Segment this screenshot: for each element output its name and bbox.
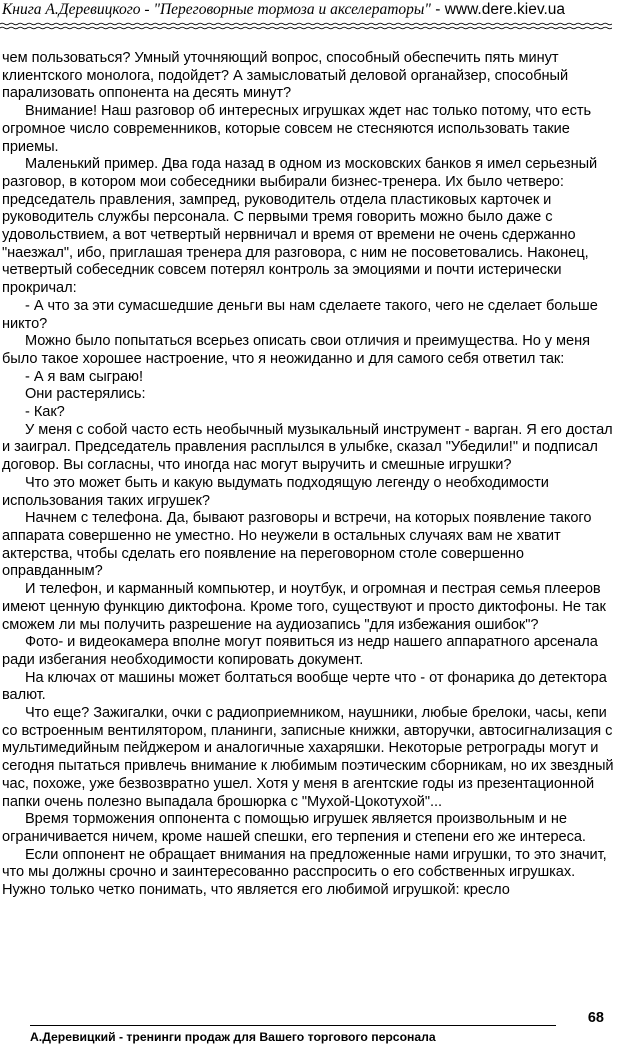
footer-rule <box>30 1025 556 1026</box>
paragraph-7: Они растерялись: <box>25 386 146 403</box>
paragraph-14: На ключах от машины может болтаться вообще черте что - от фонарика до детектора валют. <box>2 669 607 704</box>
paragraph-2: Внимание! Наш разговор об интересных игрушках ждет нас только потому, что есть огромное число современников, которые совсем не стесняются использовать такие приемы. <box>2 103 592 155</box>
header-wave-rule <box>0 21 612 31</box>
page-body <box>2 50 616 900</box>
paragraph-6: - А я вам сыграю! <box>25 368 143 385</box>
paragraph-4: - А что за эти сумасшедшие деньги вы нам сделаете такого, чего не сделает больше никто? <box>2 297 598 332</box>
book-title: Книга А.Деревицкого - "Переговорные тормоза и акселераторы" <box>2 1 431 18</box>
header-separator: - <box>430 1 445 18</box>
footer-text: А.Деревицкий - тренинги продаж для Вашего торгового персонала <box>30 1030 436 1044</box>
paragraph-11: Начнем с телефона. Да, бывают разговоры и встречи, на которых появление такого аппарата совершенно не уместно. Но неужели в остальных случаях вам не хватит актерства, чтобы сделать его появление на переговорном столе совершенно оправданным? <box>2 510 592 580</box>
paragraph-17: Если оппонент не обращает внимания на предложенные нами игрушки, то это значит, что мы должны срочно и заинтересованно расспросить о его собственных игрушках. Нужно только четко понимать, что является его любимой игрушкой: кресло <box>2 846 607 899</box>
paragraph-12: И телефон, и карманный компьютер, и ноутбук, и огромная и пестрая семья плееров имеют ценную функцию диктофона. Кроме того, существуют и просто диктофоны. Не так сможем ли мы получить разрешение на аудиозапись "для избежания ошибок"? <box>2 581 606 633</box>
site-url: www.dere.kiev.ua <box>444 1 566 18</box>
page-number: 68 <box>587 1010 604 1026</box>
page-header <box>0 0 612 40</box>
paragraph-1: чем пользоваться? Умный уточняющий вопрос, способный обеспечить пять минут клиентского монолога, подойдет? А замысловатый деловой органайзер, способный парализовать оппонента на десять минут? <box>2 50 569 102</box>
paragraph-5: Можно было попытаться всерьез описать свои отличия и преимущества. Но у меня было такое хорошее настроение, что я неожиданно и для самого себя ответил так: <box>2 333 590 367</box>
header-line <box>2 1 565 19</box>
paragraph-10: Что это может быть и какую выдумать подходящую легенду о необходимости использования таких игрушек? <box>2 474 549 509</box>
paragraph-8: - Как? <box>25 404 65 421</box>
paragraph-3: Маленький пример. Два года назад в одном из московских банков я имел серьезный разговор, в котором мои собеседники выбирали бизнес-тренера. Их было четверо: председатель правления, зампред, руководитель отдела пластиковых карточек и руководитель службы персонала. С первыми тремя говорить можно было даже с удовольствием, а вот четвертый нервничал и время от времени не очень сдержанно "наезжал", ибо, приглашая тренера для разговора, с ним не посоветовались. Наконец, четвертый собеседник совсем потерял контроль за эмоциями и почти истерически прокричал: <box>2 156 598 297</box>
paragraph-13: Фото- и видеокамера вполне могут появиться из недр нашего аппаратного арсенала ради избегания необходимости копировать документ. <box>2 634 598 668</box>
paragraph-9: У меня с собой часто есть необычный музыкальный инструмент - варган. Я его достал и заиграл. Председатель правления расплылся в улыбке, сказал "Убедили!" и подписал договор. Вы согласны, что иногда нас могут выручить и смешные игрушки? <box>2 421 613 474</box>
paragraph-15: Что еще? Зажигалки, очки с радиоприемником, наушники, любые брелоки, часы, кепи со встроенным вентилятором, планинги, записные книжки, авторучки, автосигнализация с мультимедийным пейджером и аналогичные хахаряшки. Некоторые ретрограды могут и сегодня пытаться привлечь внимание к любимым поэтическим сборникам, но их звездный час, похоже, уже безвозвратно ушел. Хотя у меня в агентские годы из презентационной папки очень полезно выпадала брошюрка с "Мухой-Цокотухой"... <box>2 705 614 810</box>
paragraph-16: Время торможения оппонента с помощью игрушек является произвольным и не ограничивается ничем, кроме нашей спешки, его терпения и степени его же интереса. <box>2 811 586 845</box>
